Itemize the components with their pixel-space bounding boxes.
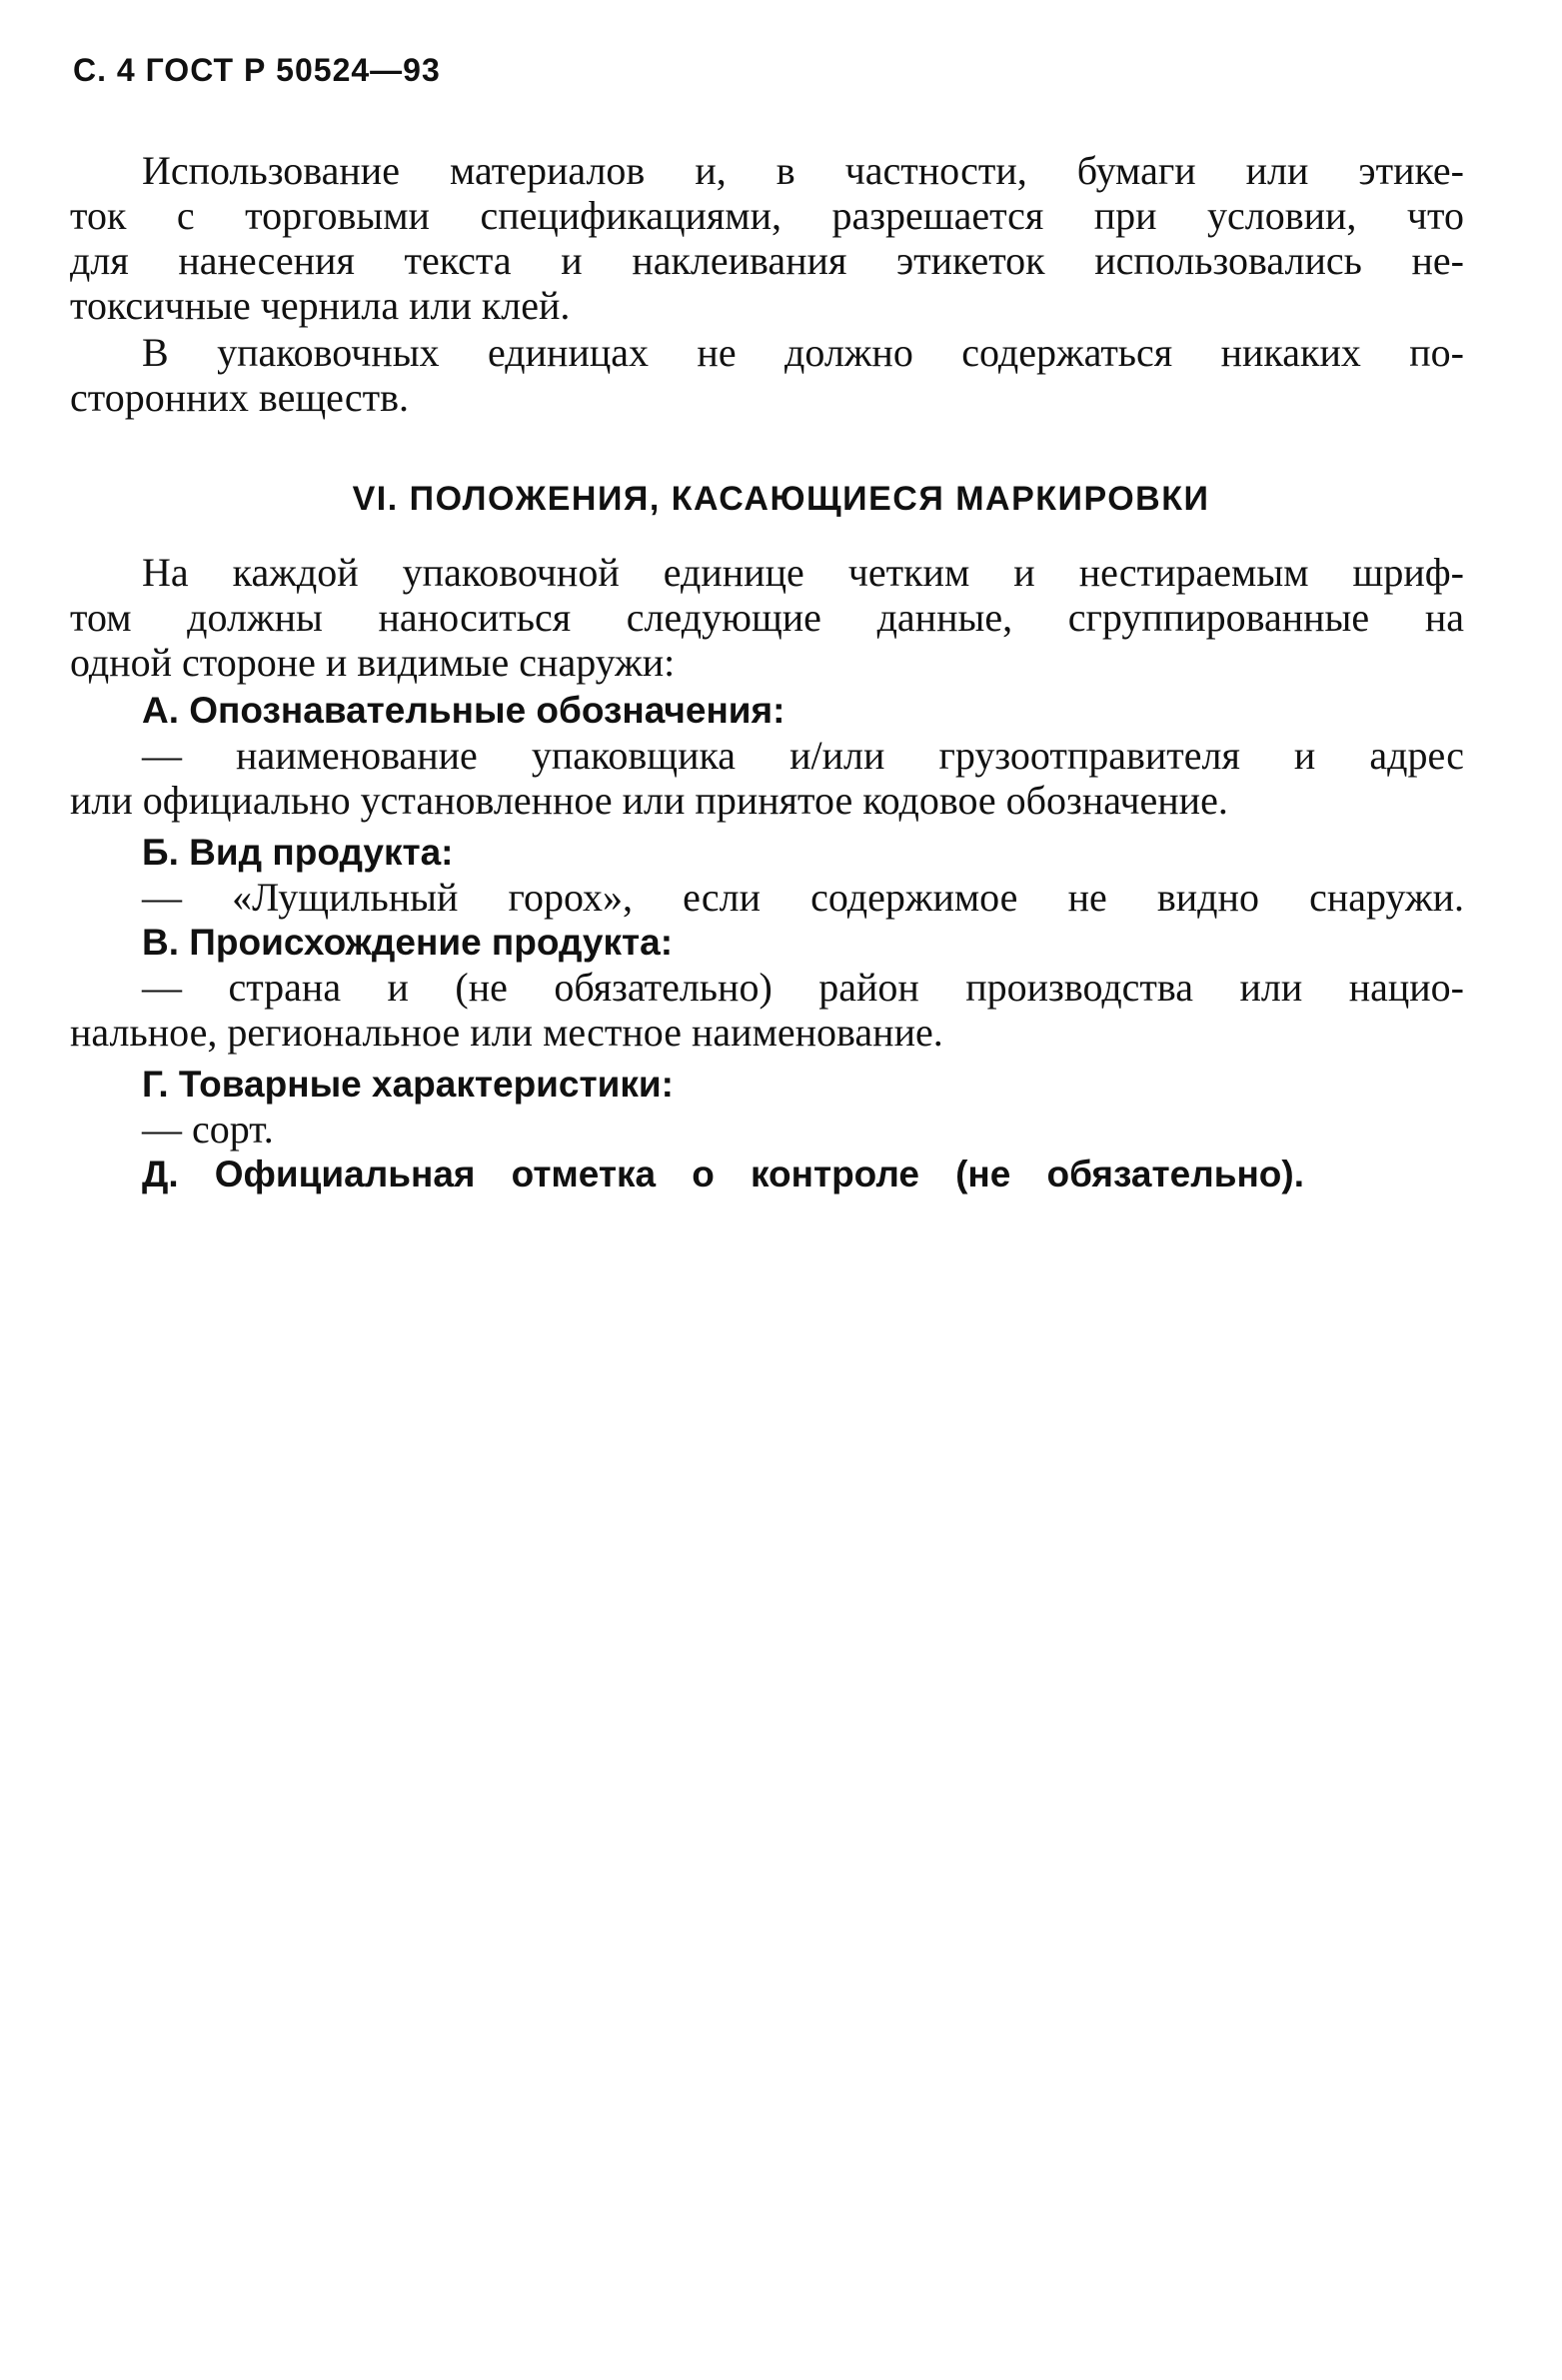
text-line: На каждой упаковочной единице четким и нестираемым шриф- — [142, 550, 1464, 595]
text-line: В упаковочных единицах не должно содержаться никаких по- — [142, 330, 1464, 375]
text-line: — «Лущильный горох», если содержимое не видно снаружи. — [142, 875, 1464, 920]
text-line: — страна и (не обязательно) район производства или нацио- — [142, 965, 1464, 1010]
text-line: или официально установленное или принятое кодовое обозначение. — [70, 778, 1228, 823]
text-line: одной стороне и видимые снаружи: — [70, 640, 676, 685]
text-line: Использование материалов и, в частности, бумаги или этике- — [142, 148, 1464, 193]
item-official-control-mark — [70, 1152, 1464, 1196]
text-line: — наименование упаковщика и/или грузоотправителя и адрес — [142, 733, 1464, 778]
text-line: для нанесения текста и наклеивания этикеток использовались не- — [70, 238, 1464, 283]
text-line: нальное, региональное или местное наименование. — [70, 1010, 943, 1055]
item-product-type — [70, 830, 1464, 920]
text-line: том должны наноситься следующие данные, сгруппированные на — [70, 595, 1464, 640]
item-heading: Б. Вид продукта: — [142, 832, 454, 873]
item-identification — [70, 688, 1464, 823]
item-origin — [70, 920, 1464, 1055]
page-header: С. 4 ГОСТ Р 50524—93 — [73, 52, 441, 88]
item-heading: В. Происхождение продукта: — [142, 922, 674, 963]
item-heading: А. Опознавательные обозначения: — [142, 690, 785, 731]
intro-paragraph-1 — [70, 148, 1464, 328]
text-line: — сорт. — [142, 1107, 274, 1152]
section-lead-paragraph — [70, 550, 1464, 685]
text-line: ток с торговыми спецификациями, разрешается при условии, что — [70, 193, 1464, 238]
text-line: сторонних веществ. — [70, 375, 410, 420]
section-title: VI. ПОЛОЖЕНИЯ, КАСАЮЩИЕСЯ МАРКИРОВКИ — [352, 480, 1210, 518]
item-heading: Д. Официальная отметка о контроле (не обязательно). — [142, 1154, 1304, 1194]
text-line: токсичные чернила или клей. — [70, 283, 571, 328]
item-commercial-characteristics — [70, 1062, 1464, 1152]
item-heading: Г. Товарные характеристики: — [142, 1064, 674, 1105]
intro-paragraph-2 — [70, 330, 1464, 420]
